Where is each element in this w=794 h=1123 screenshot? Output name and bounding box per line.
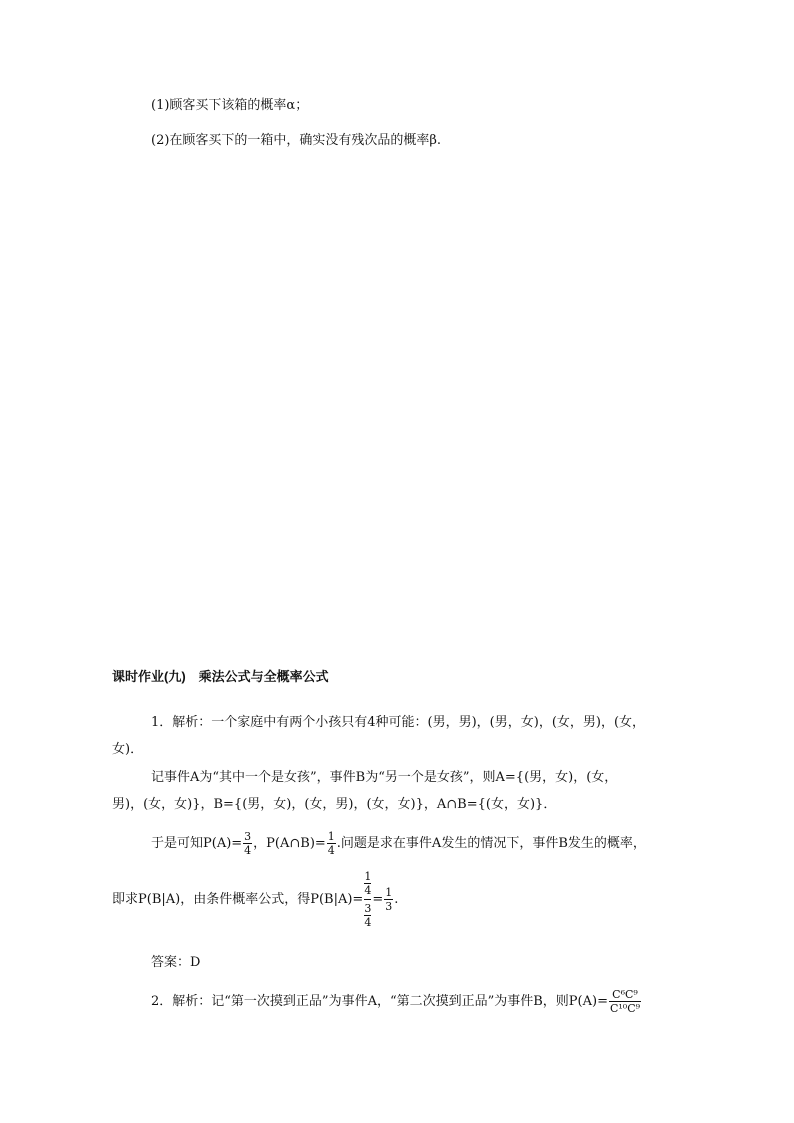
answer1-line1: 1．解析：一个家庭中有两个小孩只有4种可能：(男，男)，(男，女)，(女，男)，(女， bbox=[151, 715, 646, 730]
answer1-line6 bbox=[112, 870, 398, 929]
fraction-result bbox=[384, 886, 393, 913]
answer2-prefix: 2．解析：记“第一次摸到正品”为事件A，“第二次摸到正品”为事件B，则P(A)= bbox=[151, 994, 608, 1009]
compound-fraction bbox=[364, 870, 371, 929]
fraction-pa bbox=[243, 830, 252, 857]
fraction-pa-den: 4 bbox=[244, 844, 252, 857]
fraction-answer2-den: C¹⁰C⁹ bbox=[609, 1002, 641, 1015]
fraction-result-num: 1 bbox=[385, 886, 393, 899]
problem-q2: (2)在顾客买下的一箱中，确实没有残次品的概率β. bbox=[151, 133, 442, 148]
answer1-answer: 答案：D bbox=[151, 955, 201, 970]
fraction-pab bbox=[327, 830, 336, 857]
answer2-line1 bbox=[151, 988, 642, 1015]
line5-prefix: 于是可知P(A)= bbox=[151, 836, 243, 851]
problem-q1: (1)顾客买下该箱的概率α； bbox=[151, 98, 309, 113]
section-title: 课时作业(九) 乘法公式与全概率公式 bbox=[112, 669, 329, 684]
compound-bot-num: 3 bbox=[364, 902, 372, 915]
line6-end: . bbox=[394, 892, 399, 907]
fraction-pa-num: 3 bbox=[244, 830, 252, 843]
equals-sign: = bbox=[372, 892, 384, 907]
line5-suffix: .问题是求在事件A发生的情况下，事件B发生的概率， bbox=[336, 836, 646, 851]
fraction-pab-den: 4 bbox=[327, 844, 335, 857]
fraction-result-den: 3 bbox=[385, 900, 393, 913]
answer1-line3: 记事件A为“其中一个是女孩”，事件B为“另一个是女孩”，则A={(男，女)，(女， bbox=[151, 770, 618, 785]
line5-mid: ，P(A∩B)= bbox=[253, 836, 326, 851]
compound-top-den: 4 bbox=[364, 884, 372, 897]
compound-top-num: 1 bbox=[364, 870, 372, 883]
fraction-answer2 bbox=[609, 988, 641, 1015]
answer1-line5 bbox=[151, 830, 646, 857]
answer1-line4: 男)，(女，女)}，B={(男，女)，(女，男)，(女，女)}，A∩B={(女，女)}． bbox=[112, 797, 557, 812]
answer1-line2: 女)． bbox=[112, 742, 144, 757]
fraction-pab-num: 1 bbox=[327, 830, 335, 843]
fraction-answer2-num: C⁶C⁹ bbox=[609, 988, 641, 1002]
line6-prefix: 即求P(B|A)，由条件概率公式，得P(B|A)= bbox=[112, 892, 364, 907]
compound-bot-den: 4 bbox=[364, 916, 372, 929]
